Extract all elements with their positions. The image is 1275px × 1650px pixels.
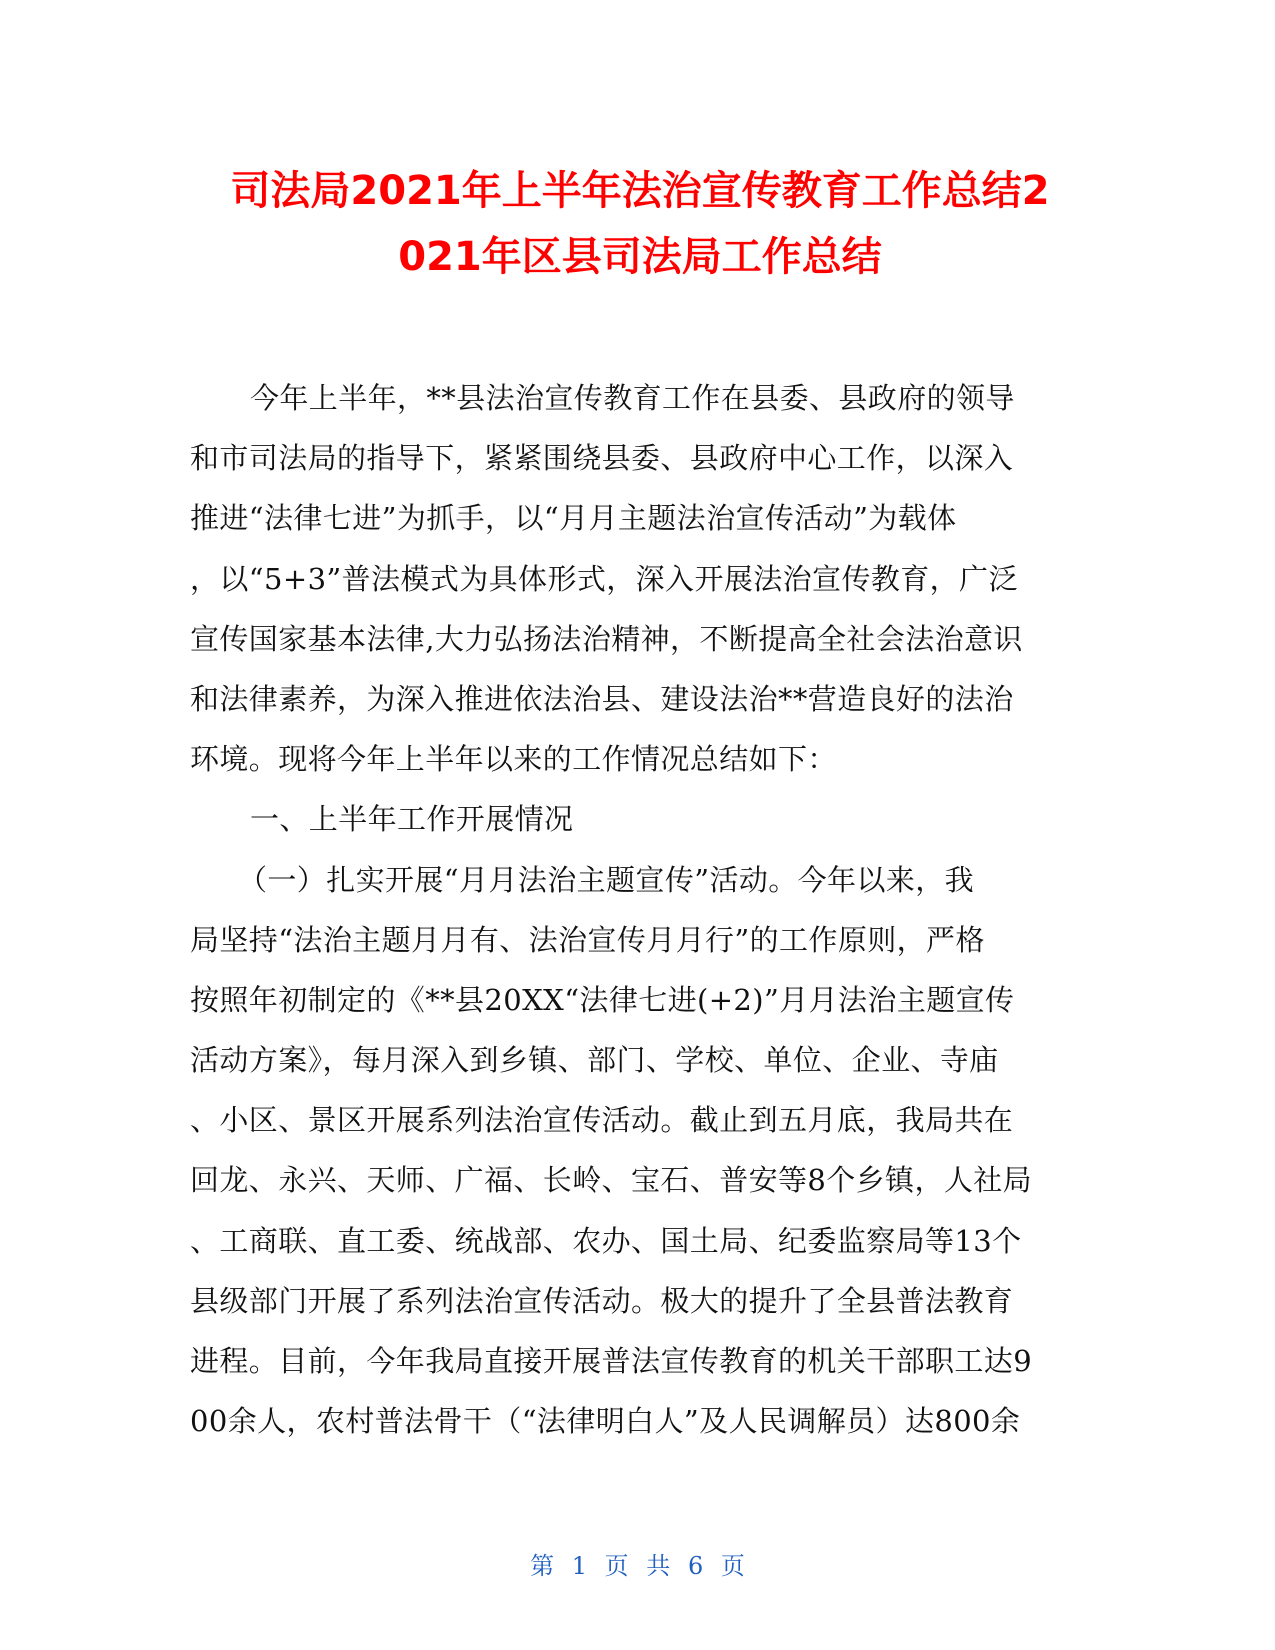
body-line: 和市司法局的指导下，紧紧围绕县委、县政府中心工作，以深入 [190, 441, 1014, 476]
body-line: 和法律素养，为深入推进依法治县、建设法治**营造良好的法治 [190, 681, 1014, 716]
title-line-1: 司法局2021年上半年法治宣传教育工作总结2 [230, 168, 1050, 214]
body-line: 推进“法律七进”为抓手，以“月月主题法治宣传活动”为载体 [190, 501, 957, 536]
body-line: ，以“5+3”普法模式为具体形式，深入开展法治宣传教育，广泛 [190, 561, 1018, 596]
title-line-2: 021年区县司法局工作总结 [398, 234, 882, 280]
body-line: 今年上半年，**县法治宣传教育工作在县委、县政府的领导 [250, 381, 1015, 415]
body-line: 回龙、永兴、天师、广福、长岭、宝石、普安等8个乡镇，人社局 [190, 1163, 1033, 1198]
section-heading: 一、上半年工作开展情况 [250, 802, 574, 837]
page-footer: 第 1 页 共 6 页 [530, 1552, 745, 1580]
body-line: （一）扎实开展“月月法治主题宣传”活动。今年以来，我 [238, 862, 975, 897]
body-line: 环境。现将今年上半年以来的工作情况总结如下： [190, 742, 837, 777]
body-line: 、工商联、直工委、统战部、农办、国土局、纪委监察局等13个 [190, 1223, 1022, 1258]
body-line: 00余人，农村普法骨干（“法律明白人”及人民调解员）达800余 [190, 1404, 1021, 1439]
body-line: 局坚持“法治主题月月有、法治宣传月月行”的工作原则，严格 [190, 922, 985, 957]
body-line: 宣传国家基本法律,大力弘扬法治精神，不断提高全社会法治意识 [190, 621, 1023, 656]
body-line: 、小区、景区开展系列法治宣传活动。截止到五月底，我局共在 [190, 1103, 1014, 1138]
document-title [190, 158, 1090, 290]
body-line: 按照年初制定的《**县20XX“法律七进(+2)”月月法治主题宣传 [190, 982, 1015, 1017]
body-line: 活动方案》，每月深入到乡镇、部门、学校、单位、企业、寺庙 [190, 1043, 999, 1078]
document-body [190, 368, 1080, 1451]
body-line: 县级部门开展了系列法治宣传活动。极大的提升了全县普法教育 [190, 1283, 1014, 1318]
body-line: 进程。目前，今年我局直接开展普法宣传教育的机关干部职工达9 [190, 1344, 1033, 1378]
